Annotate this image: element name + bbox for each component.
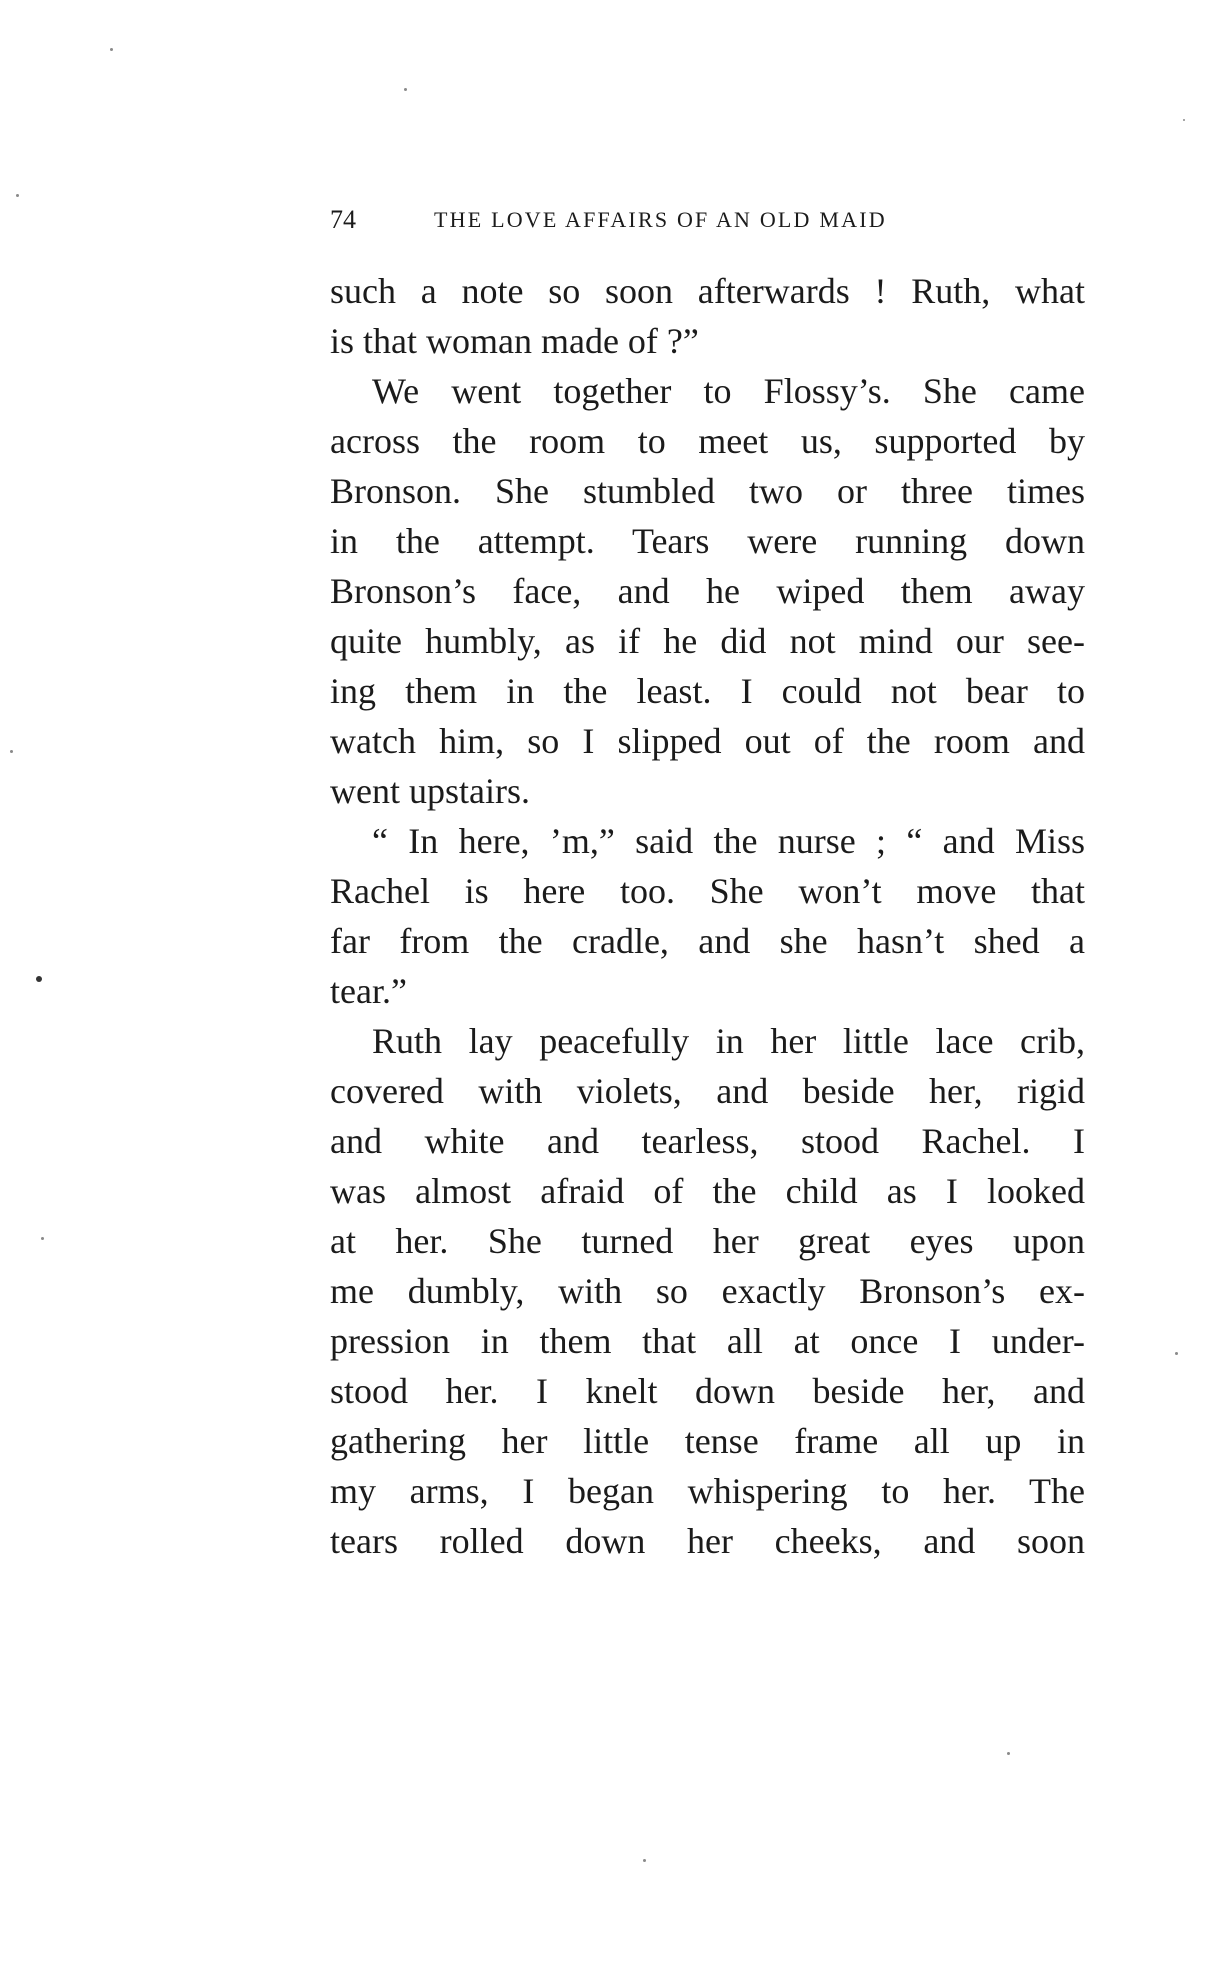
paper-speck xyxy=(10,750,13,753)
text-line: covered with violets, and beside her, rigid xyxy=(330,1071,1085,1111)
text-line: was almost afraid of the child as I looked xyxy=(330,1171,1085,1211)
text-line: quite humbly, as if he did not mind our see- xyxy=(330,621,1085,661)
page-number: 74 xyxy=(330,205,356,234)
text-line: “ In here, ’m,” said the nurse ; “ and Miss xyxy=(372,821,1085,861)
text-line: Bronson. She stumbled two or three times xyxy=(330,471,1085,511)
text-line: ing them in the least. I could not bear to xyxy=(330,671,1085,711)
paper-speck xyxy=(110,48,113,51)
paper-speck xyxy=(16,194,19,197)
text-line: Rachel is here too. She won’t move that xyxy=(330,871,1085,911)
running-head xyxy=(330,201,1090,241)
paper-speck xyxy=(36,976,42,982)
paper-speck xyxy=(643,1859,646,1862)
paper-speck xyxy=(41,1237,44,1240)
text-line: at her. She turned her great eyes upon xyxy=(330,1221,1085,1261)
running-title: THE LOVE AFFAIRS OF AN OLD MAID xyxy=(434,207,887,232)
paper-speck xyxy=(1183,119,1185,121)
text-line: stood her. I knelt down beside her, and xyxy=(330,1371,1085,1411)
text-line: went upstairs. xyxy=(330,771,530,811)
text-line: tears rolled down her cheeks, and soon xyxy=(330,1521,1085,1561)
text-line: in the attempt. Tears were running down xyxy=(330,521,1085,561)
text-line: Ruth lay peacefully in her little lace crib, xyxy=(372,1021,1085,1061)
paper-speck xyxy=(1007,1752,1010,1755)
text-line: We went together to Flossy’s. She came xyxy=(372,371,1085,411)
paper-speck xyxy=(1175,1352,1178,1355)
text-line: far from the cradle, and she hasn’t shed a xyxy=(330,921,1085,961)
text-line: tear.” xyxy=(330,971,407,1011)
text-line: pression in them that all at once I under- xyxy=(330,1321,1085,1361)
text-line: Bronson’s face, and he wiped them away xyxy=(330,571,1085,611)
text-line: my arms, I began whispering to her. The xyxy=(330,1471,1085,1511)
text-line: watch him, so I slipped out of the room and xyxy=(330,721,1085,761)
text-line: is that woman made of ?” xyxy=(330,321,699,361)
text-line: across the room to meet us, supported by xyxy=(330,421,1085,461)
text-line: me dumbly, with so exactly Bronson’s ex- xyxy=(330,1271,1085,1311)
paper-speck xyxy=(404,88,407,91)
text-line: and white and tearless, stood Rachel. I xyxy=(330,1121,1085,1161)
text-line: gathering her little tense frame all up in xyxy=(330,1421,1085,1461)
body-text xyxy=(330,266,1085,1566)
text-line: such a note so soon afterwards ! Ruth, what xyxy=(330,271,1085,311)
